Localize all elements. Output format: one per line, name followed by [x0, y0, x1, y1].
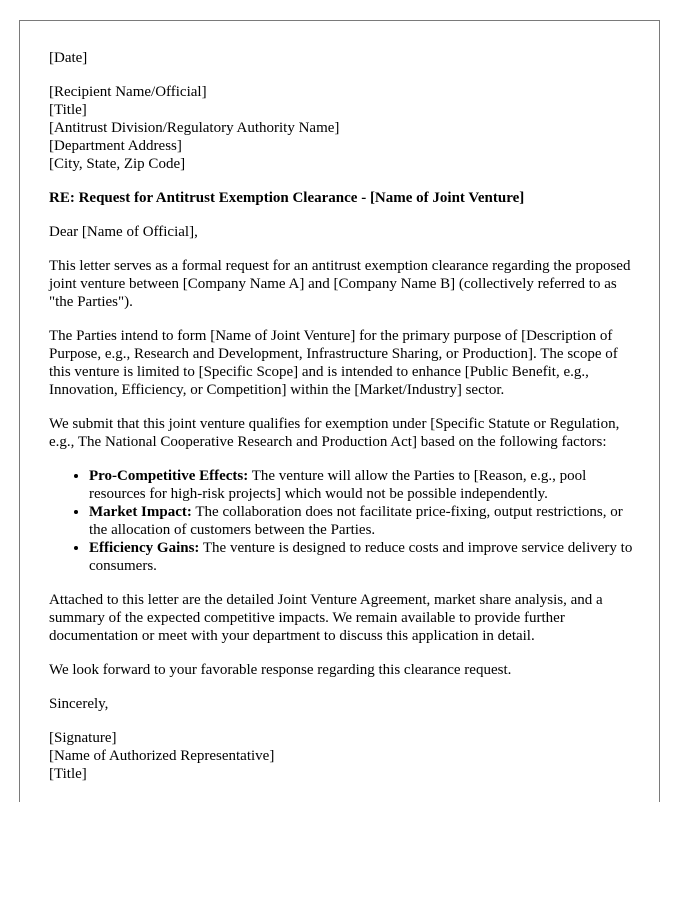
recipient-authority: [Antitrust Division/Regulatory Authority Name]	[49, 120, 340, 136]
factor-text: The venture will allow the Parties to [Reason, e.g., pool resources for high-risk projects] which would not be possible independently.	[89, 468, 587, 502]
factors-list	[49, 467, 639, 575]
recipient-address: [Department Address]	[49, 138, 182, 154]
list-item	[89, 503, 639, 539]
recipient-title: [Title]	[49, 102, 87, 118]
recipient-city: [City, State, Zip Code]	[49, 156, 186, 172]
signatory-name: [Name of Authorized Representative]	[49, 748, 275, 764]
signature-block	[49, 729, 639, 783]
list-item	[89, 539, 639, 575]
list-item	[89, 467, 639, 503]
valediction: Sincerely,	[49, 696, 109, 712]
subject-line: RE: Request for Antitrust Exemption Clearance - [Name of Joint Venture]	[49, 190, 525, 206]
factor-lead: Efficiency Gains:	[89, 540, 200, 556]
recipient-block	[49, 83, 639, 173]
recipient-name: [Recipient Name/Official]	[49, 84, 207, 100]
closing-paragraph: We look forward to your favorable response regarding this clearance request.	[49, 662, 512, 678]
salutation: Dear [Name of Official],	[49, 224, 198, 240]
body-paragraph: The Parties intend to form [Name of Joint Venture] for the primary purpose of [Description of Purpose, e.g., Research and Development, Infrastructure Sharing, or Production]. The scope of this venture is limited to [Specific Scope] and is intended to enhance [Public Benefit, e.g., Innovation, Efficiency, or Competition] within the [Market/Industry] sector.	[49, 328, 618, 398]
factor-lead: Pro-Competitive Effects:	[89, 468, 249, 484]
signatory-title: [Title]	[49, 766, 87, 782]
closing-paragraph: Attached to this letter are the detailed Joint Venture Agreement, market share analysis, and a summary of the expected competitive impacts. We remain available to provide further documentation or meet with your department to discuss this application in detail.	[49, 592, 603, 644]
signature-line: [Signature]	[49, 730, 117, 746]
letter-date: [Date]	[49, 50, 88, 66]
body-paragraph: This letter serves as a formal request for an antitrust exemption clearance regarding the proposed joint venture between [Company Name A] and [Company Name B] (collectively referred to as "the Parties").	[49, 258, 631, 310]
body-paragraph: We submit that this joint venture qualifies for exemption under [Specific Statute or Regulation, e.g., The National Cooperative Research and Production Act] based on the following factors:	[49, 416, 620, 450]
factor-text: The venture is designed to reduce costs and improve service delivery to consumers.	[89, 540, 633, 574]
factor-text: The collaboration does not facilitate price-fixing, output restrictions, or the allocation of customers between the Parties.	[89, 504, 623, 538]
letter-page	[19, 20, 660, 802]
factor-lead: Market Impact:	[89, 504, 192, 520]
